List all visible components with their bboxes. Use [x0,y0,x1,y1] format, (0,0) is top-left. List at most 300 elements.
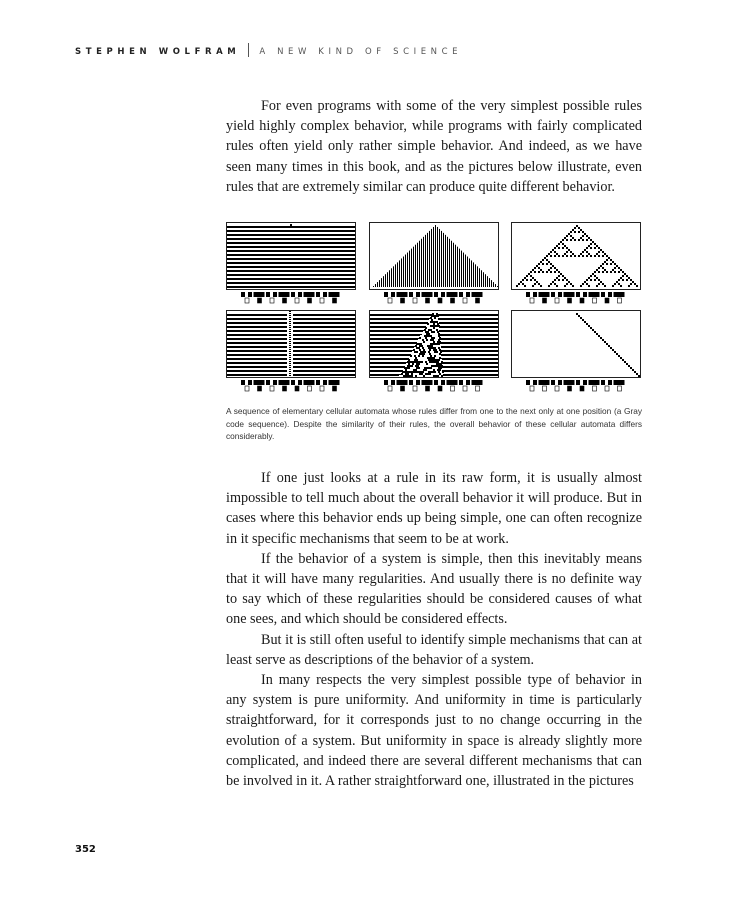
ca-panel-5 [369,310,499,378]
ca-cell [568,233,570,235]
ca-cell [411,375,413,377]
ca-cell [590,327,592,329]
ca-cell [431,319,433,321]
ca-cell [437,375,439,377]
ca-cell [433,369,435,371]
ca-cell [546,255,548,257]
ca-cell [430,329,432,331]
ca-column-cell [289,361,291,362]
ca-cell [437,323,439,325]
ca-bar [391,268,392,287]
ca-cell [425,337,427,339]
ca-cell [612,269,614,271]
ca-cell [418,363,420,365]
ca-cell [528,273,530,275]
ca-cell [572,237,574,239]
ca-bar [463,253,464,287]
ca-cell [418,367,420,369]
ca-cell [558,279,560,281]
ca-bar [495,284,496,287]
ca-cell [532,269,534,271]
ca-cell [598,335,600,337]
ca-bar [421,239,422,287]
ca-cell [616,265,618,267]
ca-cell [626,275,628,277]
ca-cell [422,355,424,357]
ca-cell [588,277,590,279]
ca-cell [590,279,592,281]
ca-cell [556,245,558,247]
ca-stripe [227,242,356,244]
paragraph: If one just looks at a rule in its raw form, it is usually almost impossible to tell much about the overall behavior it will produce. But in cases where this behavior ends up being simple, one can often recognize in it specific mechanisms that seem to be at work. [226,470,642,547]
ca-cell [433,375,435,377]
ca-cell [584,321,586,323]
ca-cell [426,333,428,335]
ca-cell [552,249,554,251]
ca-cell [606,263,608,265]
ca-cell [602,263,604,265]
ca-cell [586,247,588,249]
ca-cell [622,271,624,273]
ca-cell [433,361,435,363]
ca-cell [409,375,411,377]
ca-cell [598,271,600,273]
rule-case-output [555,298,559,303]
ca-column-cell [289,369,291,370]
ca-cell [582,231,584,233]
ca-cell [430,339,432,341]
ca-bar [377,282,378,287]
ca-cell [554,255,556,257]
ca-stripe [227,234,356,236]
ca-cell [582,255,584,257]
ca-cell [432,325,434,327]
paragraph: But it is still often useful to identify simple mechanisms that can at least serve as descriptions of the behavior of a system. [226,631,642,668]
rule-case-output [320,386,324,391]
ca-cell [612,349,614,351]
rule-case-output [245,386,249,391]
ca-cell [584,249,586,251]
rule-case-output [270,298,274,303]
ca-column-cell [289,321,291,322]
ca-cell [606,343,608,345]
ca-bar [375,284,376,287]
ca-cell [438,367,440,369]
ca-cell [602,271,604,273]
ca-cell [439,353,441,355]
ca-cell [594,331,596,333]
ca-cell [417,361,419,363]
ca-cell [416,367,418,369]
ca-cell [425,361,427,363]
ca-cell [416,363,418,365]
ca-bar [437,227,438,287]
ca-cell [534,271,536,273]
ca-cell [403,375,405,377]
ca-cell [425,373,427,375]
ca-cell [420,371,422,373]
ca-cell [433,331,435,333]
ca-cell [422,351,424,353]
ca-cell [412,371,414,373]
rule-case-output [543,298,547,303]
ca-column-cell [289,345,291,346]
ca-cell [558,271,560,273]
ca-cell [408,359,410,361]
ca-cell [604,269,606,271]
ca-column-cell [289,371,291,372]
ca-bar [397,262,398,287]
ca-cell [572,253,574,255]
ca-cell [423,375,425,377]
ca-cell [632,369,634,371]
ca-cell [430,371,432,373]
rule-case-output [605,298,609,303]
ca-cell [421,353,423,355]
ca-cell [426,363,428,365]
ca-cell [438,335,440,337]
ca-column-cell [289,359,291,360]
ca-bar [381,278,382,287]
ca-cell [438,347,440,349]
ca-cell [540,269,542,271]
ca-cell [428,329,430,331]
ca-cell [566,247,568,249]
ca-bar [403,256,404,287]
ca-cell [572,285,574,287]
ca-cell [624,273,626,275]
ca-cell [616,281,618,283]
ca-cell [600,265,602,267]
page-number: 352 [75,844,96,855]
ca-column-cell [289,311,291,312]
ca-cell [628,277,630,279]
ca-cell [556,269,558,271]
ca-cell [590,275,592,277]
rule-case-output [476,386,480,391]
ca-cell [586,279,588,281]
rule-case-output [333,298,337,303]
ca-cell [618,283,620,285]
ca-bar [461,251,462,287]
rule-case-output [605,386,609,391]
ca-cell [562,239,564,241]
rule-case-output [618,298,622,303]
ca-pattern-2 [370,223,499,290]
ca-cell [428,335,430,337]
ca-bar [423,237,424,287]
ca-cell [604,285,606,287]
ca-cell [548,261,550,263]
rule-case-output [270,386,274,391]
ca-cell [586,255,588,257]
ca-cell [423,353,425,355]
ca-cell [580,285,582,287]
ca-cell [405,373,407,375]
rule-case-output [451,386,455,391]
ca-cell [439,357,441,359]
ca-cell [574,255,576,257]
ca-cell [630,283,632,285]
ca-cell [434,359,436,361]
ca-cell [427,373,429,375]
ca-stripe [227,246,356,248]
ca-cell [416,359,418,361]
ca-column-cell [289,329,291,330]
ca-cell [574,227,576,229]
ca-cell [440,367,442,369]
ca-cell [628,365,630,367]
ca-column-cell [289,331,291,332]
ca-cell [407,361,409,363]
ca-cell [534,283,536,285]
ca-cell [433,365,435,367]
ca-cell [439,369,441,371]
ca-cell [570,255,572,257]
ca-cell [622,359,624,361]
ca-cell [576,313,578,315]
ca-cell [574,231,576,233]
ca-column-cell [289,323,291,324]
ca-bar [493,282,494,287]
ca-cell [578,239,580,241]
ca-cell [430,335,432,337]
ca-cell [441,365,443,367]
ca-bar [451,241,452,287]
running-head-author: STEPHEN WOLFRAM [75,47,241,57]
ca-cell [596,277,598,279]
ca-bar [435,225,436,287]
ca-cell [424,351,426,353]
ca-cell [520,281,522,283]
ca-cell [602,339,604,341]
ca-cell [612,261,614,263]
ca-cell [407,373,409,375]
ca-cell [526,279,528,281]
rule-icon-strip-3 [526,292,626,304]
ca-cell [428,367,430,369]
ca-cell [434,351,436,353]
ca-column-cell [289,373,291,374]
ca-cell [586,235,588,237]
ca-bar [379,280,380,287]
ca-cell [550,255,552,257]
ca-cell [432,343,434,345]
ca-cell [404,371,406,373]
ca-cell [440,351,442,353]
ca-cell [542,263,544,265]
ca-cell [562,247,564,249]
ca-cell [548,285,550,287]
ca-cell [401,373,403,375]
running-head [75,43,462,57]
rule-icon-strip-1 [241,292,341,304]
ca-cell [596,333,598,335]
ca-cell [620,277,622,279]
ca-cell [580,229,582,231]
ca-cell [582,251,584,253]
rule-icon-strip-6 [526,380,626,392]
rule-case-output [593,298,597,303]
ca-cell [436,321,438,323]
ca-cell [538,263,540,265]
ca-cell [433,341,435,343]
ca-stripe [227,254,356,256]
ca-column-cell [289,351,291,352]
ca-cell [429,361,431,363]
rule-case-output [283,298,287,303]
ca-cell [594,271,596,273]
rule-case-output [295,298,299,303]
ca-cell [436,359,438,361]
ca-stripe [227,286,356,288]
ca-column-cell [289,313,291,314]
ca-cell [413,349,415,351]
ca-bar [429,231,430,287]
rule-icon-strip-2 [384,292,484,304]
ca-cell [596,269,598,271]
ca-cell [534,279,536,281]
ca-cell [538,283,540,285]
ca-stripe [227,278,356,280]
ca-cell [434,343,436,345]
ca-stripe [227,226,356,228]
ca-cell [554,271,556,273]
ca-column-cell [289,333,291,334]
ca-cell [427,331,429,333]
ca-cell [554,267,556,269]
ca-cell [429,345,431,347]
ca-cell [430,347,432,349]
ca-cell [427,357,429,359]
ca-cell [415,357,417,359]
ca-cell [564,285,566,287]
paragraph: If the behavior of a system is simple, then this inevitably means that it will have many regularities. And usually there is no definite way to say which of these regularities should be considered causes of what one sees, and which should be considered effects. [226,550,642,628]
ca-cell [415,365,417,367]
ca-cell [562,255,564,257]
ca-cell [411,365,413,367]
ca-bar [471,260,472,287]
ca-cell [554,279,556,281]
rule-case-output [593,386,597,391]
ca-cell [426,367,428,369]
ca-cell [570,235,572,237]
body-text-bottom [226,468,642,791]
ca-bar [453,243,454,287]
ca-bar [445,235,446,287]
ca-cell [431,361,433,363]
ca-cell [598,279,600,281]
ca-cell [536,265,538,267]
ca-bar [469,258,470,287]
ca-column-cell [289,339,291,340]
ca-stripe [227,250,356,252]
ca-cell [425,327,427,329]
ca-cell [614,283,616,285]
rule-case-output [438,386,442,391]
ca-pattern-3 [512,223,641,290]
ca-cell [596,285,598,287]
ca-cell [626,363,628,365]
rule-case-output [555,386,559,391]
rule-case-output [413,298,417,303]
ca-bar [465,255,466,287]
ca-cell [410,371,412,373]
ca-cell [554,247,556,249]
ca-column-cell [289,349,291,350]
rule-case-output [295,386,299,391]
ca-cell [568,281,570,283]
ca-cell [419,345,421,347]
ca-cell [440,363,442,365]
rule-case-output [388,298,392,303]
ca-cell [590,243,592,245]
ca-cell [405,369,407,371]
ca-pattern-4 [227,311,356,378]
rule-case-output [568,386,572,391]
ca-cell [437,361,439,363]
ca-cell [431,357,433,359]
ca-cell [409,365,411,367]
ca-cell [428,333,430,335]
ca-cell [568,249,570,251]
ca-cell [586,323,588,325]
ca-cell [618,271,620,273]
ca-cell [536,281,538,283]
ca-cell [437,365,439,367]
ca-panel-1 [226,222,356,290]
ca-cell [433,337,435,339]
ca-cell [554,283,556,285]
ca-cell [530,271,532,273]
ca-cell [618,267,620,269]
rule-case-output [476,298,480,303]
ca-cell [437,369,439,371]
ca-bar [489,278,490,287]
ca-cell [431,315,433,317]
ca-cell [421,345,423,347]
ca-cell [415,375,417,377]
ca-cell [620,357,622,359]
ca-cell [438,359,440,361]
ca-cell [612,285,614,287]
ca-cell [428,359,430,361]
ca-cell [602,251,604,253]
ca-cell [592,329,594,331]
rule-icon-strip-4 [241,380,341,392]
ca-bar [491,280,492,287]
ca-cell [433,315,435,317]
ca-cell [566,251,568,253]
ca-cell [410,355,412,357]
ca-cell [430,317,432,319]
ca-cell [421,361,423,363]
ca-cell [437,331,439,333]
ca-bar [433,227,434,287]
rule-case-output [426,386,430,391]
ca-cell [430,355,432,357]
ca-cell [578,231,580,233]
ca-cell [419,353,421,355]
ca-cell [441,375,443,377]
ca-cell [420,343,422,345]
rule-case-output [258,298,262,303]
ca-cell [594,247,596,249]
ca-cell [435,375,437,377]
ca-cell [598,251,600,253]
ca-cell [415,345,417,347]
ca-cell [430,325,432,327]
